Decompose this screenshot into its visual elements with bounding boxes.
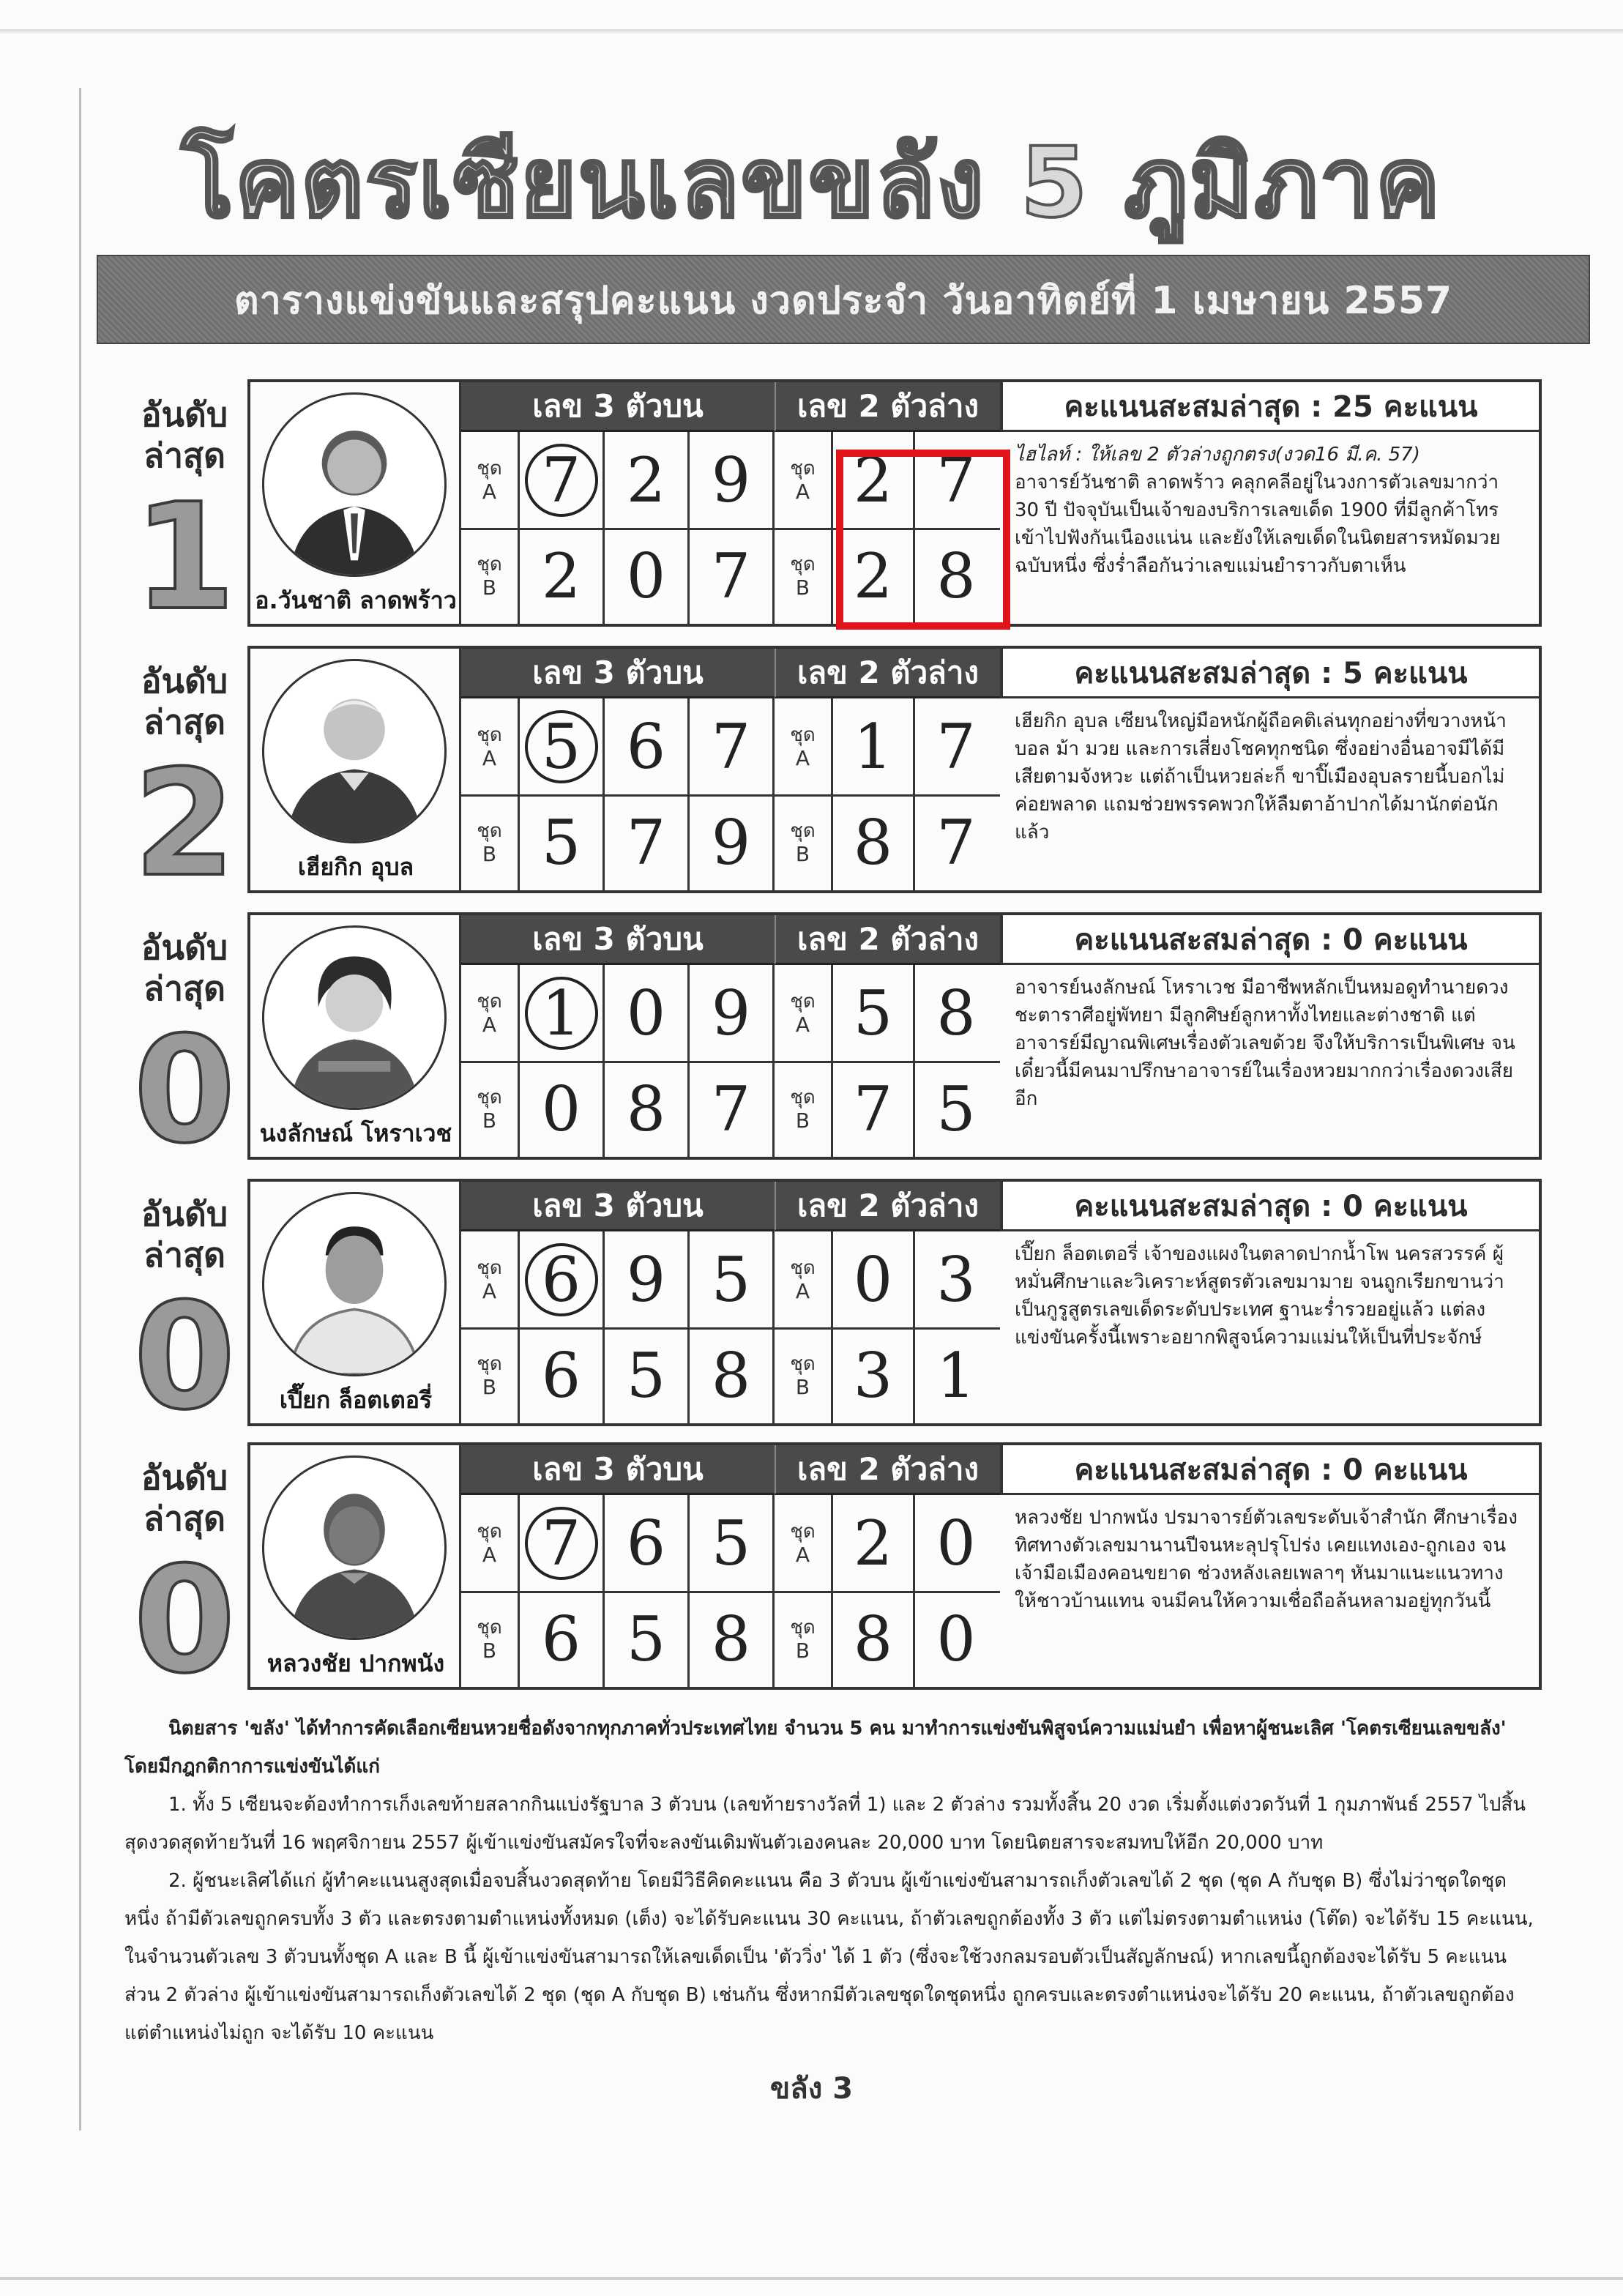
- three-digit-3: 8: [690, 1591, 775, 1687]
- contestant-description: [1004, 969, 1534, 1157]
- three-digit-2: 0: [605, 965, 690, 1061]
- three-digit-2: 6: [605, 1495, 690, 1591]
- header-three-top: เลข 3 ตัวบน: [461, 1445, 775, 1495]
- set-b-label: ชุด B: [775, 1061, 833, 1157]
- page-title: โคตรเซียนเลขขลัง 5 ภูมิภาค: [181, 127, 1442, 239]
- set-b-row: [461, 1591, 1000, 1687]
- set-a-label: ชุด A: [775, 698, 833, 794]
- three-digit-3: 5: [690, 1231, 775, 1327]
- score-header: คะแนนสะสมล่าสุด : 0 คะแนน: [1000, 915, 1539, 965]
- avatar: [262, 925, 447, 1110]
- rank-number: 1: [133, 472, 236, 643]
- contestant-description: [1004, 436, 1534, 624]
- score-header: คะแนนสะสมล่าสุด : 25 คะแนน: [1000, 382, 1539, 432]
- set-b-label: ชุด B: [461, 528, 520, 624]
- three-digit-3: 8: [690, 1327, 775, 1423]
- avatar: [262, 1456, 447, 1640]
- rank-number: 0: [133, 1535, 236, 1706]
- contestant-name: อ.วันชาติ ลาดพร้าว: [255, 586, 457, 614]
- avatar: [262, 392, 447, 577]
- rank-label: อันดับ ล่าสุด: [141, 661, 228, 742]
- three-digit-2: 9: [605, 1231, 690, 1327]
- two-digit-1: 2: [833, 528, 915, 624]
- two-digit-2: 8: [936, 540, 976, 612]
- photo-cell: [250, 1445, 461, 1687]
- three-digit-2: 7: [605, 794, 690, 890]
- set-a-row: [461, 965, 1000, 1063]
- set-a-label: ชุด A: [461, 1495, 520, 1591]
- page-footer: ขลัง 3: [769, 2072, 854, 2106]
- contestant-panel: [247, 1179, 1542, 1426]
- two-digit-1: 7: [833, 1061, 915, 1157]
- three-digit-1: 5: [520, 794, 605, 890]
- three-digit-1: [520, 1231, 605, 1327]
- two-digit-2: 7: [936, 806, 976, 879]
- set-b-label: ชุด B: [461, 1061, 520, 1157]
- highlight-note: ไฮไลท์ : ให้เลข 2 ตัวล่างถูกตรง(งวด16 มี.ค. 57): [1015, 444, 1420, 466]
- photo-cell: [250, 382, 461, 624]
- contestant-panel: [247, 1442, 1542, 1690]
- subtitle-text: ตารางแข่งขันและสรุปคะแนน งวดประจำ วันอาทิตย์ที่ 1 เมษายน 2557: [234, 278, 1453, 323]
- three-digit-1: [520, 1495, 605, 1591]
- set-b-label: ชุด B: [461, 1327, 520, 1423]
- portrait-icon: [264, 661, 444, 841]
- subtitle-bar: [97, 255, 1590, 344]
- set-a-label: ชุด A: [461, 965, 520, 1061]
- contestant-description: [1004, 1236, 1534, 1423]
- two-digit-1: 2: [833, 432, 915, 528]
- contestant-name: นงลักษณ์ โหราเวช: [259, 1119, 452, 1147]
- header-two-bottom: เลข 2 ตัวล่าง: [775, 649, 1000, 698]
- three-digit-2: 2: [605, 432, 690, 528]
- set-a-row: [461, 1495, 1000, 1593]
- rank-label: อันดับ ล่าสุด: [141, 1458, 228, 1538]
- three-digit-3: 9: [690, 965, 775, 1061]
- rank-label: อันดับ ล่าสุด: [141, 1194, 228, 1275]
- two-digit-2: 7: [936, 710, 976, 783]
- two-digit-2: 1: [936, 1339, 976, 1412]
- three-digit-2: 8: [605, 1061, 690, 1157]
- two-digit-2: 7: [936, 444, 976, 516]
- three-digit-2: 0: [605, 528, 690, 624]
- description-text: อาจารย์วันชาติ ลาดพร้าว คลุกคลีอยู่ในวงการตัวเลขมากว่า 30 ปี ปัจจุบันเป็นเจ้าของบริการเลขเด็ด 1900 ที่มีลูกค้าโทรเข้าไปฟังกันเนืองแน่น และยังให้เลขเด็ดในนิตยสารหมัดมวยฉบับหนึ่ง ซึ่งร่ำลือกันว่าเลขแม่นยำราวกับตาเห็น: [1015, 471, 1501, 577]
- portrait-icon: [264, 928, 444, 1108]
- header-three-top: เลข 3 ตัวบน: [461, 649, 775, 698]
- scan-edge-bottom: [0, 2277, 1623, 2280]
- header-two-bottom: เลข 2 ตัวล่าง: [775, 1182, 1000, 1231]
- rank-label: อันดับ ล่าสุด: [141, 928, 228, 1008]
- three-digit-3: 9: [690, 432, 775, 528]
- set-a-label: ชุด A: [775, 1231, 833, 1327]
- set-b-label: ชุด B: [775, 1591, 833, 1687]
- three-digit-3: 7: [690, 1061, 775, 1157]
- two-digit-1: 0: [833, 1231, 915, 1327]
- description-text: หลวงชัย ปากพนัง ปรมาจารย์ตัวเลขระดับเจ้าสำนัก ศึกษาเรื่องทิศทางตัวเลขมานานปีจนหะลุปรุโปร่ง เคยแทงเอง-ถูกเอง จนเจ้ามือเมืองคอนขยาด ช่วงหลังเลยเพลาๆ หันมาแนะแนวทางให้ชาวบ้านแทน จนมีคนให้ความเชื่อถือล้นหลามอยู่ทุกวันนี้: [1015, 1507, 1518, 1612]
- two-digit-2: 0: [936, 1507, 976, 1579]
- three-digit-1: [520, 965, 605, 1061]
- rank-number: 0: [133, 1272, 236, 1442]
- three-digit-1: 6: [520, 1591, 605, 1687]
- two-digit-2: 3: [936, 1243, 976, 1316]
- two-digit-1: 8: [833, 1591, 915, 1687]
- set-b-label: ชุด B: [775, 528, 833, 624]
- three-digit-3: 7: [690, 528, 775, 624]
- contestant-name: เปี๊ยก ล็อตเตอรี่: [279, 1386, 433, 1414]
- two-digit-1: 3: [833, 1327, 915, 1423]
- header-two-bottom: เลข 2 ตัวล่าง: [775, 915, 1000, 965]
- set-a-label: ชุด A: [461, 432, 520, 528]
- header-two-bottom: เลข 2 ตัวล่าง: [775, 382, 1000, 432]
- set-b-row: [461, 1327, 1000, 1423]
- set-b-label: ชุด B: [461, 794, 520, 890]
- running-number-circle: 7: [525, 444, 598, 517]
- running-number-circle: 7: [525, 1507, 598, 1580]
- header-three-top: เลข 3 ตัวบน: [461, 382, 775, 432]
- running-number-circle: 5: [525, 710, 598, 783]
- description-text: เปี๊ยก ล็อตเตอรี่ เจ้าของแผงในตลาดปากน้ำโพ นครสวรรค์ ผู้หมั่นศึกษาและวิเคราะห์สูตรตัวเลขมามาย จนถูกเรียกขานว่าเป็นกูรูสูตรเลขเด็ดระดับประเทศ ฐานะร่ำรวยอยู่แล้ว แต่ลงแข่งขันครั้งนี้เพราะอยากพิสูจน์ความแม่นให้เป็นที่ประจักษ์: [1015, 1243, 1504, 1349]
- set-a-row: [461, 698, 1000, 797]
- two-digit-1: 8: [833, 794, 915, 890]
- header-two-bottom: เลข 2 ตัวล่าง: [775, 1445, 1000, 1495]
- contestant-description: [1004, 1499, 1534, 1687]
- set-b-label: ชุด B: [775, 794, 833, 890]
- set-a-label: ชุด A: [775, 432, 833, 528]
- two-digit-2: 0: [936, 1603, 976, 1675]
- rank-number: 2: [133, 739, 236, 909]
- portrait-icon: [264, 1458, 444, 1638]
- set-a-label: ชุด A: [775, 1495, 833, 1591]
- three-digit-3: 9: [690, 794, 775, 890]
- avatar: [262, 1192, 447, 1376]
- three-digit-3: 5: [690, 1495, 775, 1591]
- photo-cell: [250, 915, 461, 1157]
- header-three-top: เลข 3 ตัวบน: [461, 1182, 775, 1231]
- avatar: [262, 659, 447, 843]
- photo-cell: [250, 1182, 461, 1423]
- rules-section: [124, 1710, 1537, 2052]
- three-digit-1: 0: [520, 1061, 605, 1157]
- header-three-top: เลข 3 ตัวบน: [461, 915, 775, 965]
- set-b-row: [461, 1061, 1000, 1157]
- three-digit-1: 6: [520, 1327, 605, 1423]
- three-digit-3: 7: [690, 698, 775, 794]
- three-digit-2: 5: [605, 1591, 690, 1687]
- two-digit-1: 2: [833, 1495, 915, 1591]
- three-digit-2: 6: [605, 698, 690, 794]
- score-header: คะแนนสะสมล่าสุด : 5 คะแนน: [1000, 649, 1539, 698]
- set-a-label: ชุด A: [461, 1231, 520, 1327]
- description-text: อาจารย์นงลักษณ์ โหราเวช มีอาชีพหลักเป็นหมอดูทำนายดวงชะตาราศีอยู่พัทยา มีลูกศิษย์ลูกหาทั้งไทยและต่างชาติ แต่อาจารย์มีญาณพิเศษเรื่องตัวเลขด้วย จึงให้บริการเป็นพิเศษ จนเดี๋ยวนี้มีคนมาปรึกษาอาจารย์ในเรื่องหวยมากกว่าเรื่องดวงเสียอีก: [1015, 977, 1515, 1110]
- score-header: คะแนนสะสมล่าสุด : 0 คะแนน: [1000, 1182, 1539, 1231]
- set-b-row: [461, 794, 1000, 890]
- portrait-icon: [264, 1194, 444, 1374]
- three-digit-1: 2: [520, 528, 605, 624]
- rank-number: 0: [133, 1005, 236, 1176]
- set-b-label: ชุด B: [775, 1327, 833, 1423]
- rules-intro: นิตยสาร 'ขลัง' ได้ทำการคัดเลือกเซียนหวยชื่อดังจากทุกภาคทั่วประเทศไทย จำนวน 5 คน มาทำการแข่งขันพิสูจน์ความแม่นยำ เพื่อหาผู้ชนะเลิศ 'โคตรเซียนเลขขลัง' โดยมีกฎกติกาการแข่งขันได้แก่: [124, 1718, 1507, 1778]
- red-highlight-box: [836, 450, 1010, 630]
- set-a-row: [461, 1231, 1000, 1330]
- photo-cell: [250, 649, 461, 890]
- set-a-label: ชุด A: [461, 698, 520, 794]
- contestant-name: เฮียกิก อุบล: [297, 853, 414, 881]
- set-a-label: ชุด A: [775, 965, 833, 1061]
- two-digit-2: 8: [936, 977, 976, 1049]
- set-b-label: ชุด B: [461, 1591, 520, 1687]
- three-digit-2: 5: [605, 1327, 690, 1423]
- scan-edge-top: [0, 29, 1623, 34]
- three-digit-1: [520, 698, 605, 794]
- contestant-panel: [247, 646, 1542, 893]
- contestant-name: หลวงชัย ปากพนัง: [266, 1650, 445, 1677]
- score-header: คะแนนสะสมล่าสุด : 0 คะแนน: [1000, 1445, 1539, 1495]
- description-text: เฮียกิก อุบล เซียนใหญ่มือหนักผู้ถือคติเล่นทุกอย่างที่ขวางหน้า บอล ม้า มวย และการเสี่ยงโชคทุกชนิด ซึ่งอย่างอื่นอาจมีได้มีเสียตามจังหวะ แต่ถ้าเป็นหวยล่ะก็ ขาปิ๊เมืองอุบลรายนี้บอกไม่ค่อยพลาด แถมช่วยพรรคพวกให้ลืมตาอ้าปากได้มานักต่อนักแล้ว: [1015, 710, 1507, 843]
- three-digit-1: [520, 432, 605, 528]
- two-digit-1: 1: [833, 698, 915, 794]
- contestant-description: [1004, 703, 1534, 890]
- rule-1: 1. ทั้ง 5 เซียนจะต้องทำการเก็งเลขท้ายสลากกินแบ่งรัฐบาล 3 ตัวบน (เลขท้ายรางวัลที่ 1) และ 2 ตัวล่าง รวมทั้งสิ้น 20 งวด เริ่มตั้งแต่งวดวันที่ 1 กุมภาพันธ์ 2557 ไปสิ้นสุดงวดสุดท้ายวันที่ 16 พฤศจิกายน 2557 ผู้เข้าแข่งขันสมัครใจที่จะลงขันเดิมพันตัวเองคนละ 20,000 บาท โดยนิตยสารจะสมทบให้อีก 20,000 บาท: [124, 1794, 1526, 1854]
- running-number-circle: 1: [525, 977, 598, 1050]
- scan-edge-left: [79, 88, 81, 2131]
- two-digit-1: 5: [833, 965, 915, 1061]
- rule-2: 2. ผู้ชนะเลิศได้แก่ ผู้ทำคะแนนสูงสุดเมื่อจบสิ้นงวดสุดท้าย โดยมีวิธีคิดคะแนน คือ 3 ตัวบน ผู้เข้าแข่งขันสามารถเก็งตัวเลขได้ 2 ชุด (ชุด A กับชุด B) ซึ่งไม่ว่าชุดใดชุดหนึ่ง ถ้ามีตัวเลขถูกครบทั้ง 3 ตัว และตรงตามตำแหน่งทั้งหมด (เต็ง) จะได้รับคะแนน 30 คะแนน, ถ้าตัวเลขถูกต้องทั้ง 3 ตัว แต่ไม่ตรงตามตำแหน่ง (โต๊ด) จะได้รับ 15 คะแนน, ในจำนวนตัวเลข 3 ตัวบนทั้งชุด A และ B นี้ ผู้เข้าแข่งขันสามารถให้เลขเด็ดเป็น 'ตัววิ่ง' ได้ 1 ตัว (ซึ่งจะใช้วงกลมรอบตัวเป็นสัญลักษณ์) หากเลขนี้ถูกต้องจะได้รับ 5 คะแนน ส่วน 2 ตัวล่าง ผู้เข้าแข่งขันสามารถเก็งตัวเลขได้ 2 ชุด (ชุด A กับชุด B) เช่นกัน ซึ่งหากมีตัวเลขชุดใดชุดหนึ่ง ถูกครบและตรงตำแหน่งจะได้รับ 20 คะแนน, ถ้าตัวเลขถูกต้อง แต่ตำแหน่งไม่ถูก จะได้รับ 10 คะแนน: [124, 1870, 1534, 2044]
- running-number-circle: 6: [525, 1243, 598, 1316]
- two-digit-2: 5: [936, 1073, 976, 1145]
- rank-label: อันดับ ล่าสุด: [141, 395, 228, 475]
- contestant-panel: [247, 912, 1542, 1160]
- portrait-icon: [264, 395, 444, 575]
